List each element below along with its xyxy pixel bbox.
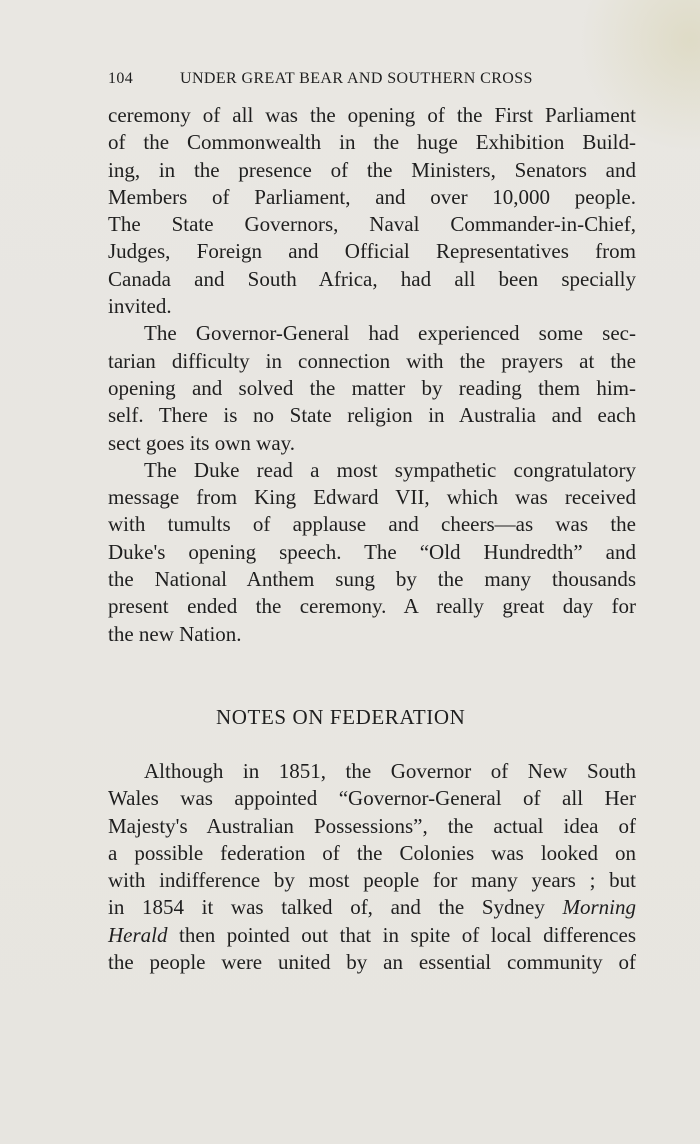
text-line: sect goes its own way. xyxy=(108,430,296,455)
text-line: The Governor-General had experienced some sec- xyxy=(144,321,636,346)
text-run: in 1854 it was talked of, and the Sydney xyxy=(108,895,563,920)
text-line: Although in 1851, the Governor of New South xyxy=(144,759,636,783)
paragraph xyxy=(108,457,636,648)
text-line xyxy=(108,894,636,921)
text-line: the new Nation. xyxy=(108,621,242,646)
text-line: present ended the ceremony. A really great day for xyxy=(108,594,636,619)
text-line: tarian difficulty in connection with the prayers at the xyxy=(108,348,636,373)
text-block-upper xyxy=(108,102,636,648)
paragraph xyxy=(108,320,636,456)
section-heading: NOTES ON FEDERATION xyxy=(216,705,466,729)
text-line: opening and solved the matter by reading them him- xyxy=(108,375,636,400)
text-line xyxy=(108,922,636,949)
text-line: Members of Parliament, and over 10,000 people. xyxy=(108,184,636,209)
text-line: Canada and South Africa, had all been specially xyxy=(108,266,636,291)
italic-run: Herald xyxy=(108,922,168,947)
italic-run: Morning xyxy=(562,895,636,920)
text-line: ceremony of all was the opening of the First Parliament xyxy=(108,103,636,127)
paragraph xyxy=(108,758,636,976)
text-line: The Duke read a most sympathetic congratulatory xyxy=(144,457,636,482)
text-line: a possible federation of the Colonies was looked on xyxy=(108,840,636,865)
text-line: Majesty's Australian Possessions”, the actual idea of xyxy=(108,813,636,838)
text-line: The State Governors, Naval Commander-in-Chief, xyxy=(108,212,636,237)
running-head xyxy=(108,67,638,91)
paragraph xyxy=(108,102,636,320)
text-line: the National Anthem sung by the many thousands xyxy=(108,567,636,592)
text-line: ing, in the presence of the Ministers, Senators and xyxy=(108,157,636,182)
text-block-lower xyxy=(108,758,636,976)
text-line: the people were united by an essential community of xyxy=(108,950,636,975)
page-number: 104 xyxy=(108,70,134,87)
text-line: Judges, Foreign and Official Representatives from xyxy=(108,239,636,264)
text-line: with indifference by most people for many years ; but xyxy=(108,868,636,893)
text-line: of the Commonwealth in the huge Exhibition Build- xyxy=(108,130,636,155)
book-title: UNDER GREAT BEAR AND SOUTHERN CROSS xyxy=(180,70,533,87)
text-line: self. There is no State religion in Australia and each xyxy=(108,403,636,428)
text-line: invited. xyxy=(108,294,172,319)
text-run: then pointed out that in spite of local differences xyxy=(167,922,636,947)
text-line: Duke's opening speech. The “Old Hundredth” and xyxy=(108,539,636,564)
text-line: with tumults of applause and cheers—as was the xyxy=(108,512,636,537)
text-line: message from King Edward VII, which was received xyxy=(108,485,636,510)
text-line: Wales was appointed “Governor-General of all Her xyxy=(108,786,636,811)
